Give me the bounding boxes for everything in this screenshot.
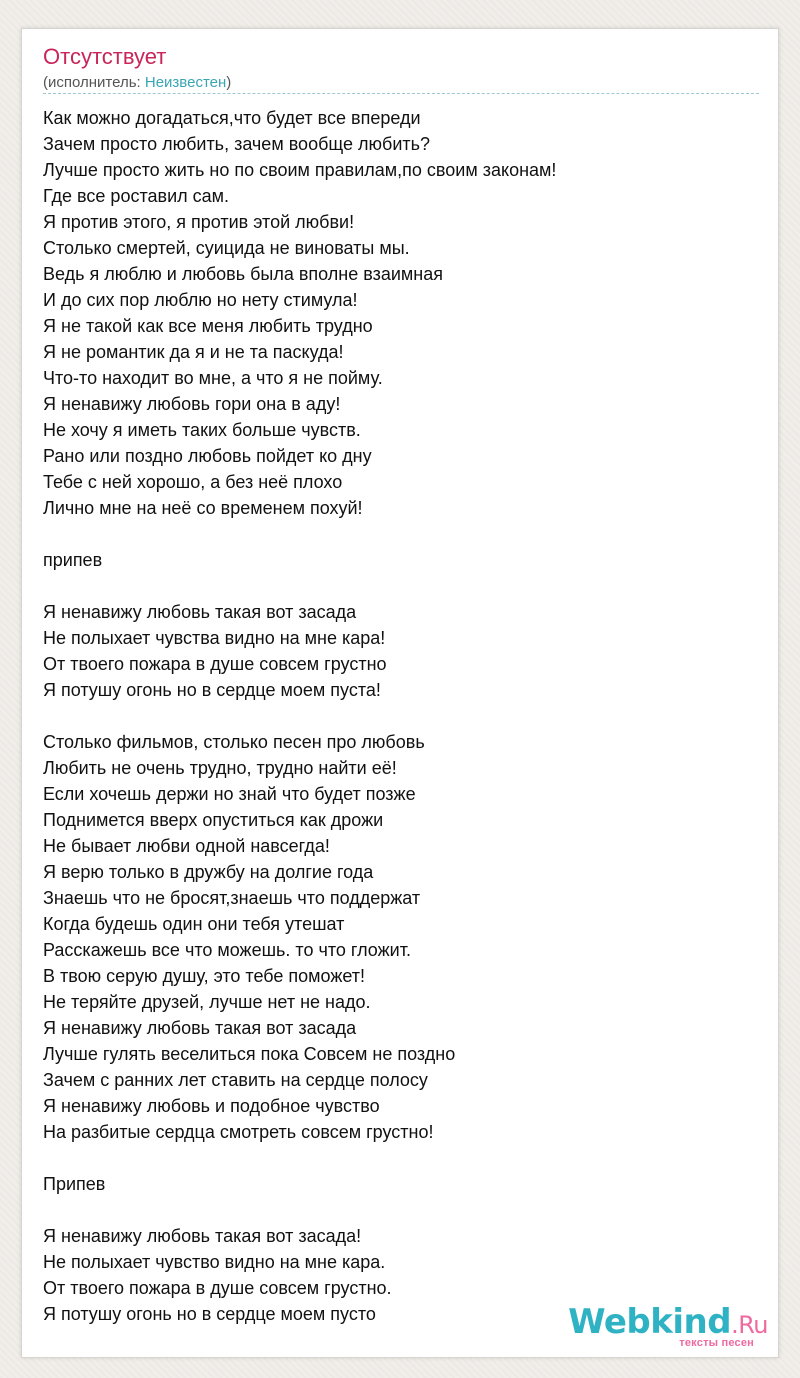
lyric-line: От твоего пожара в душе совсем грустно: [43, 654, 387, 674]
lyric-line: Поднимется вверх опуститься как дрожи: [43, 810, 384, 830]
logo-tld: .Ru: [731, 1311, 768, 1339]
lyric-line: Расскажешь все что можешь. то что гложит.: [43, 940, 411, 960]
lyric-line: Любить не очень трудно, трудно найти её!: [43, 758, 397, 778]
lyric-line: Не бывает любви одной навсегда!: [43, 836, 330, 856]
lyric-line: Не полыхает чувства видно на мне кара!: [43, 628, 386, 648]
lyric-line: Столько фильмов, столько песен про любовь: [43, 732, 425, 752]
lyric-line: Я верю только в дружбу на долгие года: [43, 862, 374, 882]
lyric-line: Зачем с ранних лет ставить на сердце полосу: [43, 1070, 428, 1090]
lyric-line: Как можно догадаться,что будет все впереди: [43, 108, 421, 128]
lyric-line: Я ненавижу любовь такая вот засада!: [43, 1226, 362, 1246]
lyrics-card: [21, 28, 779, 1358]
lyric-line: И до сих пор люблю но нету стимула!: [43, 290, 358, 310]
lyric-line: Столько смертей, суицида не виноваты мы.: [43, 238, 410, 258]
lyric-line: Что-то находит во мне, а что я не пойму.: [43, 368, 383, 388]
lyric-line: Тебе с ней хорошо, а без неё плохо: [43, 472, 343, 492]
lyric-line: Зачем просто любить, зачем вообще любить?: [43, 134, 431, 154]
lyric-line: Ведь я люблю и любовь была вполне взаимная: [43, 264, 443, 284]
lyric-line: Я ненавижу любовь гори она в аду!: [43, 394, 341, 414]
lyric-line: Я ненавижу любовь и подобное чувство: [43, 1096, 380, 1116]
lyric-line: На разбитые сердца смотреть совсем грустно!: [43, 1122, 434, 1142]
stanza-break: [43, 573, 759, 599]
artist-name-link[interactable]: Неизвестен: [144, 74, 227, 91]
lyric-line: Я ненавижу любовь такая вот засада: [43, 602, 357, 622]
lyric-line: Я потушу огонь но в сердце моем пуста!: [43, 680, 381, 700]
lyric-line: Я не такой как все меня любить трудно: [43, 316, 373, 336]
lyric-line: Не теряйте друзей, лучше нет не надо.: [43, 992, 371, 1012]
lyric-line: Припев: [43, 1174, 106, 1194]
lyric-line: Лично мне на неё со временем похуй!: [43, 498, 363, 518]
lyric-line: Лучше просто жить но по своим правилам,по своим законам!: [43, 160, 557, 180]
lyric-line: припев: [43, 550, 103, 570]
song-title: Отсутствует: [43, 44, 167, 69]
artist-line: [43, 73, 231, 93]
lyric-line: Когда будешь один они тебя утешат: [43, 914, 345, 934]
lyric-line: Если хочешь держи но знай что будет позже: [43, 784, 416, 804]
lyric-line: Не полыхает чувство видно на мне кара.: [43, 1252, 386, 1272]
lyric-line: Где все роставил сам.: [43, 186, 230, 206]
title-divider: [43, 93, 759, 94]
lyrics-text: [43, 105, 759, 1327]
logo-tagline: тексты песен: [679, 1337, 754, 1349]
stanza-break: [43, 703, 759, 729]
logo-word: Webkind: [568, 1302, 732, 1342]
lyric-line: Я ненавижу любовь такая вот засада: [43, 1018, 357, 1038]
lyric-line: Лучше гулять веселиться пока Совсем не поздно: [43, 1044, 456, 1064]
lyric-line: В твою серую душу, это тебе поможет!: [43, 966, 366, 986]
lyric-line: Я против этого, я против этой любви!: [43, 212, 355, 232]
lyric-line: Я потушу огонь но в сердце моем пусто: [43, 1304, 376, 1324]
artist-prefix: (исполнитель:: [43, 74, 145, 91]
lyric-line: Не хочу я иметь таких больше чувств.: [43, 420, 361, 440]
lyric-line: От твоего пожара в душе совсем грустно.: [43, 1278, 392, 1298]
artist-suffix: ): [226, 74, 232, 91]
site-logo[interactable]: [568, 1302, 768, 1351]
stanza-break: [43, 1197, 759, 1223]
lyric-line: Я не романтик да я и не та паскуда!: [43, 342, 344, 362]
stanza-break: [43, 521, 759, 547]
lyric-line: Знаешь что не бросят,знаешь что поддержат: [43, 888, 421, 908]
lyric-line: Рано или поздно любовь пойдет ко дну: [43, 446, 372, 466]
stanza-break: [43, 1145, 759, 1171]
